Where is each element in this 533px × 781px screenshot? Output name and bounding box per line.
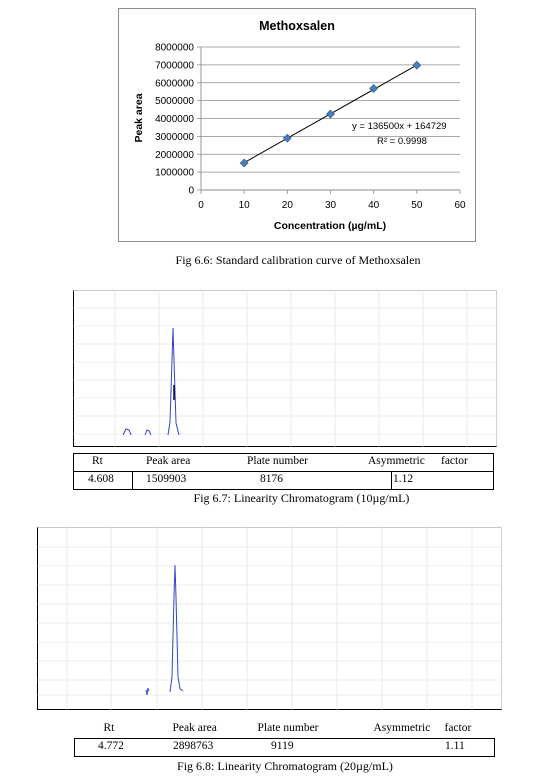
chromatogram-1-table-lines: [132, 472, 133, 490]
value-plate-number: 8176: [260, 473, 283, 485]
y-tick-label: 6000000: [155, 78, 194, 90]
table-header-row: [75, 721, 495, 739]
y-tick-label: 1000000: [155, 167, 194, 179]
data-point: [413, 61, 421, 69]
x-tick-label: 20: [281, 200, 293, 211]
x-tick-label: 60: [454, 200, 466, 211]
value-rt: 4.772: [98, 740, 124, 752]
x-tick-label: 10: [238, 200, 250, 211]
value-asymmetric: 1.11: [445, 740, 465, 752]
header-asymmetric: Asymmetric: [373, 722, 431, 734]
y-tick-label: 0: [188, 185, 194, 197]
header-plate-number: Plate number: [257, 722, 319, 734]
fig-6-8-caption: Fig 6.8: Linearity Chromatogram (20µg/mL): [177, 759, 393, 773]
value-asymmetric: 1.12: [393, 473, 414, 485]
chart-r-squared-label: R² = 0.9998: [377, 136, 427, 147]
header-peak-area: Peak area: [172, 722, 217, 734]
y-tick-label: 4000000: [155, 114, 194, 125]
fig-6-7-caption: Fig 6.7: Linearity Chromatogram (10µg/mL): [193, 491, 410, 505]
header-factor: factor: [444, 722, 472, 734]
value-plate-number: 9119: [271, 740, 294, 752]
chromatogram-2-gridlines: [37, 527, 502, 710]
chart-gridlines: [201, 47, 460, 172]
chart-title: Methoxsalen: [259, 19, 335, 33]
chart-data-points: [240, 61, 421, 167]
y-tick-label: 5000000: [155, 96, 194, 108]
chromatogram-1-gridlines: [73, 290, 497, 447]
data-point: [240, 159, 248, 167]
y-tick-label: 2000000: [155, 149, 194, 161]
header-peak-area: Peak area: [146, 455, 191, 467]
chart-y-axis-label: Peak area: [133, 93, 145, 143]
calibration-chart: [0, 0, 533, 250]
value-peak-area: 1509903: [146, 473, 187, 485]
chart-x-axis-label: Concentration (µg/mL): [273, 220, 387, 232]
table-row: [75, 739, 495, 757]
chromatogram-1-plot: [73, 290, 497, 450]
header-plate-number: Plate number: [247, 455, 308, 467]
header-rt: Rt: [92, 455, 103, 467]
value-rt: 4.608: [88, 473, 114, 485]
fig-6-6-caption: Fig 6.6: Standard calibration curve of Methoxsalen: [175, 253, 421, 267]
y-tick-label: 7000000: [155, 60, 194, 72]
table-row: [74, 472, 494, 490]
data-point: [327, 110, 335, 118]
chromatogram-2-plot: [37, 527, 502, 713]
x-tick-label: 30: [324, 200, 337, 211]
header-rt: Rt: [103, 722, 115, 734]
header-factor: factor: [441, 455, 468, 467]
chromatogram-2-trace: [146, 565, 183, 695]
table-header-row: [74, 454, 494, 472]
chart-equation-label: y = 136500x + 164729: [352, 121, 447, 132]
header-asymmetric: Asymmetric: [368, 455, 425, 467]
chromatogram-2-results-table: [74, 721, 495, 757]
y-tick-label: 3000000: [155, 131, 194, 143]
chromatogram-1-results-table: [73, 453, 494, 490]
value-peak-area: 2898763: [173, 740, 214, 752]
y-tick-label: 8000000: [155, 42, 194, 54]
x-tick-label: 40: [368, 200, 380, 211]
chromatogram-1-table-lines: [391, 472, 392, 490]
data-point: [283, 134, 291, 142]
x-tick-label: 50: [411, 200, 423, 211]
x-tick-label: 0: [198, 200, 204, 211]
